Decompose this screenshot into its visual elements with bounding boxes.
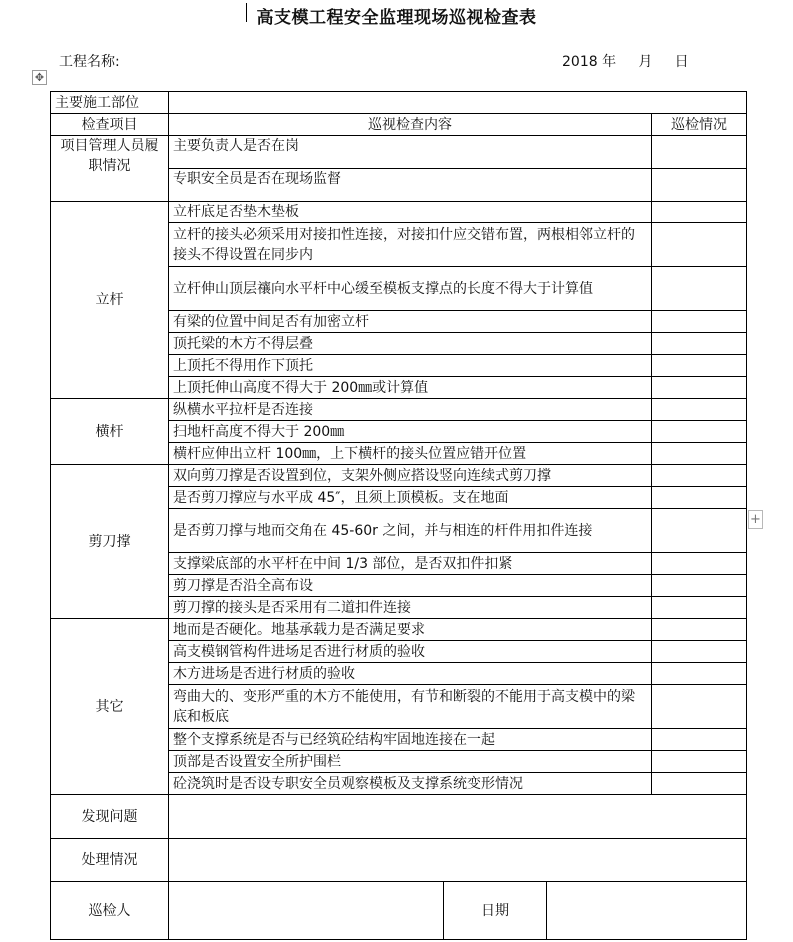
check-item: 整个支撑系统是否与已经筑砼结构牢固地连接在一起 [169,729,652,751]
status-cell[interactable] [652,333,747,355]
check-item: 上顶托伸山高度不得大于 200㎜或计算值 [169,377,652,399]
status-cell[interactable] [652,487,747,509]
table-row [51,202,747,223]
status-cell[interactable] [652,663,747,685]
check-item: 扫地杆高度不得大于 200㎜ [169,421,652,443]
document-title: 高支模工程安全监理现场巡视检查表 [256,8,537,28]
check-item: 木方进场是否进行材质的验收 [169,663,652,685]
table-row [51,399,747,421]
status-cell[interactable] [652,685,747,729]
check-item: 双向剪刀撑是否设置到位，支架外侧应搭设竖向连续式剪刀撑 [169,465,652,487]
group-label-bracing: 剪刀撑 [51,465,169,619]
group-label-pole: 立杆 [51,202,169,399]
col-header-status: 巡检情况 [652,114,747,136]
project-name-label: 工程名称: [59,54,120,70]
check-item: 横杆应伸出立杆 100㎜，上下横杆的接头位置应错开位置 [169,443,652,465]
column-header-row [51,114,747,136]
date-label: 日期 [444,882,547,940]
status-cell[interactable] [652,136,747,169]
check-item: 高支模钢管构件进场足否进行材质的验收 [169,641,652,663]
status-cell[interactable] [652,773,747,795]
status-cell[interactable] [652,619,747,641]
status-cell[interactable] [652,202,747,223]
status-cell[interactable] [652,169,747,202]
signature-row [51,882,747,940]
check-item: 顶托梁的木方不得层叠 [169,333,652,355]
check-item: 上顶托不得用作下顶托 [169,355,652,377]
status-cell[interactable] [652,311,747,333]
status-cell[interactable] [652,751,747,773]
status-cell[interactable] [652,575,747,597]
inspector-value[interactable] [169,882,444,940]
check-item: 有梁的位置中间足否有加密立杆 [169,311,652,333]
check-item: 弯曲大的、变形严重的木方不能使用，有节和断裂的不能用于高支模中的梁底和板底 [169,685,652,729]
day-unit: 日 [674,54,689,70]
table-row [51,465,747,487]
check-item: 立杆的接头必须采用对接扣性连接，对接扣什应交错布置，两根相邻立杆的接头不得设置在同步内 [169,223,652,267]
date-value[interactable] [547,882,747,940]
status-cell[interactable] [652,377,747,399]
group-label-management: 项目管理人员履职情况 [51,136,169,202]
year-value: 2018 [562,54,598,70]
check-item: 专职安全员是否在现场监督 [169,169,652,202]
main-part-label: 主要施工部位 [51,92,169,114]
col-header-item: 检查项目 [51,114,169,136]
handling-row [51,839,747,882]
handling-label: 处理情况 [51,839,169,882]
check-item: 立杆底足否垫木垫板 [169,202,652,223]
main-part-value[interactable] [169,92,747,114]
date-line [562,51,689,71]
status-cell[interactable] [652,223,747,267]
handling-value[interactable] [169,839,747,882]
year-unit: 年 [602,54,617,70]
status-cell[interactable] [652,355,747,377]
status-cell[interactable] [652,465,747,487]
check-item: 顶部是否设置安全所护围栏 [169,751,652,773]
status-cell[interactable] [652,641,747,663]
inspector-label: 巡检人 [51,882,169,940]
check-item: 纵横水平拉杆是否连接 [169,399,652,421]
inspection-table [50,91,747,940]
status-cell[interactable] [652,443,747,465]
check-item: 主要负责人是否在岗 [169,136,652,169]
found-issues-label: 发现问题 [51,795,169,839]
status-cell[interactable] [652,399,747,421]
status-cell[interactable] [652,421,747,443]
month-unit: 月 [638,54,653,70]
found-issues-row [51,795,747,839]
table-row [51,136,747,169]
table-row [51,619,747,641]
group-label-crossbar: 横杆 [51,399,169,465]
status-cell[interactable] [652,729,747,751]
check-item: 是否剪刀撑与地而交角在 45-60r 之间，并与相连的杆件用扣件连接 [169,509,652,553]
main-part-row [51,92,747,114]
status-cell[interactable] [652,509,747,553]
found-issues-value[interactable] [169,795,747,839]
status-cell[interactable] [652,553,747,575]
check-item: 砼浇筑时是否设专职安全员观察模板及支撑系统变形情况 [169,773,652,795]
col-header-content: 巡视检查内容 [169,114,652,136]
check-item: 立杆伸山顶层禳向水平杆中心缓至模板支撑点的长度不得大于计算值 [169,267,652,311]
check-item: 支撑梁底部的水平杆在中间 1/3 部位，是否双扣件扣紧 [169,553,652,575]
status-cell[interactable] [652,597,747,619]
add-column-plus-icon[interactable]: + [748,510,763,529]
check-item: 地而是否硬化。地基承载力是否满足要求 [169,619,652,641]
table-move-handle-icon[interactable]: ✥ [32,70,47,85]
check-item: 剪刀撑的接头是否采用有二道扣件连接 [169,597,652,619]
group-label-other: 其它 [51,619,169,795]
text-cursor [246,3,247,22]
check-item: 剪刀撑是否沿全高布设 [169,575,652,597]
status-cell[interactable] [652,267,747,311]
check-item: 是否剪刀撑应与水平成 45″，且须上顶模板。支在地面 [169,487,652,509]
